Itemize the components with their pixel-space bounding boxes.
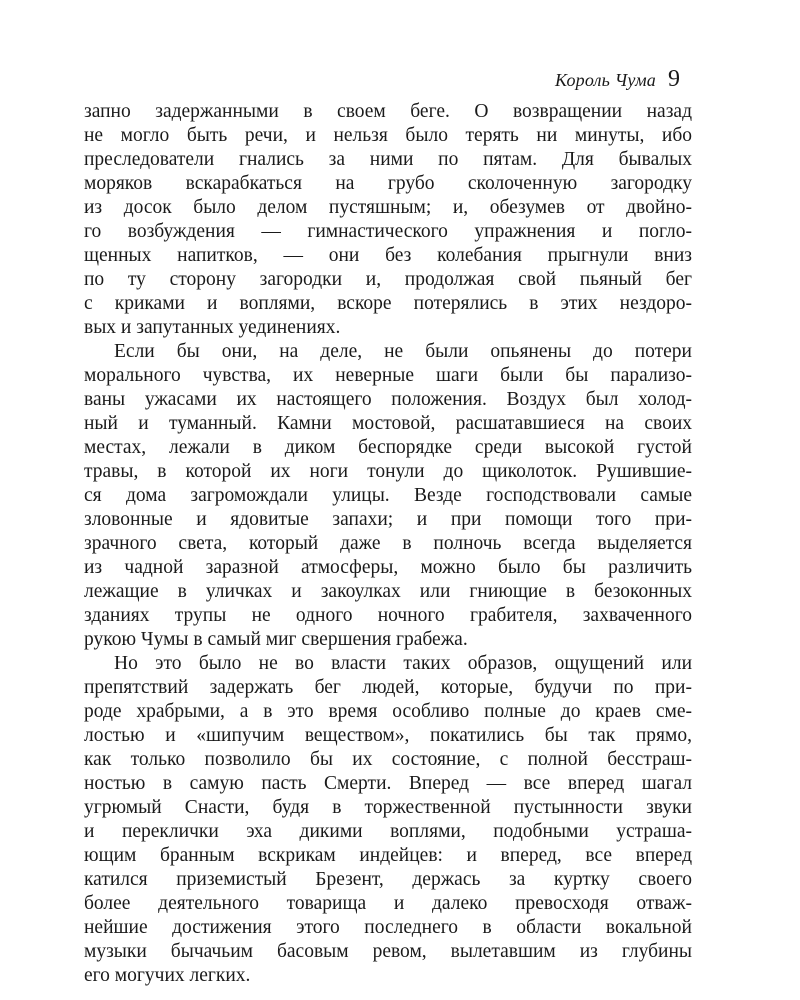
text-line: рукою Чумы в самый миг свершения грабежа. (84, 629, 468, 650)
text-line: вых и запутанных уединениях. (84, 317, 341, 338)
text-line: музыки бычачьим басовым ревом, вылетавшим из глубины (84, 941, 692, 962)
body-text (84, 100, 692, 988)
text-line: с криками и воплями, вскоре потерялись в этих нездоро- (84, 293, 692, 314)
text-line: ся дома загромождали улицы. Везде господствовали самые (84, 485, 692, 506)
page-number: 9 (668, 66, 680, 92)
running-head (555, 66, 680, 93)
text-line: по ту сторону загородки и, продолжая свой пьяный бег (84, 269, 692, 290)
text-line: лежащие в уличках и закоулках или гниющие в безоконных (84, 581, 692, 602)
text-line: Если бы они, на деле, не были опьянены до потери (114, 341, 692, 362)
text-line: моряков вскарабкаться на грубо сколоченную загородку (84, 173, 692, 194)
text-line: Но это было не во власти таких образов, ощущений или (114, 653, 692, 674)
text-line: местах, лежали в диком беспорядке среди высокой густой (84, 437, 692, 458)
text-line: угрюмый Снасти, будя в торжественной пустынности звуки (84, 797, 692, 818)
text-line: преследователи гнались за ними по пятам. Для бывалых (84, 149, 692, 170)
text-line: и переклички эха дикими воплями, подобными устраша- (84, 821, 692, 842)
text-line: препятствий задержать бег людей, которые, будучи по при- (84, 677, 692, 698)
text-line: из чадной заразной атмосферы, можно было бы различить (84, 557, 692, 578)
text-line: его могучих легких. (84, 965, 251, 986)
text-line: катился приземистый Брезент, держась за куртку своего (84, 869, 692, 890)
text-line: более деятельного товарища и далеко превосходя отваж- (84, 893, 692, 914)
text-line: лостью и «шипучим веществом», покатились бы так прямо, (84, 725, 692, 746)
text-line: зловонные и ядовитые запахи; и при помощи того при- (84, 509, 692, 530)
text-line: го возбуждения — гимнастического упражнения и погло- (84, 221, 692, 242)
text-line: как только позволило бы их состояние, с полной бесстраш- (84, 749, 692, 770)
text-line: запно задержанными в своем беге. О возвращении назад (84, 101, 692, 122)
paragraph-2 (84, 340, 692, 652)
text-line: морального чувства, их неверные шаги были бы парализо- (84, 365, 692, 386)
text-line: зрачного света, который даже в полночь всегда выделяется (84, 533, 692, 554)
text-line: ваны ужасами их настоящего положения. Воздух был холод- (84, 389, 692, 410)
text-line: зданиях трупы не одного ночного грабителя, захваченного (84, 605, 692, 626)
text-line: ностью в самую пасть Смерти. Вперед — все вперед шагал (84, 773, 692, 794)
paragraph-3 (84, 652, 692, 988)
text-line: ющим бранным вскрикам индейцев: и вперед, все вперед (84, 845, 692, 866)
running-title: Король Чума (555, 70, 656, 90)
text-line: ный и туманный. Камни мостовой, расшатавшиеся на своих (84, 413, 692, 434)
text-line: роде храбрыми, а в это время особливо полные до краев сме- (84, 701, 692, 722)
text-line: травы, в которой их ноги тонули до щиколоток. Рушившие- (84, 461, 692, 482)
text-line: не могло быть речи, и нельзя было терять ни минуты, ибо (84, 125, 692, 146)
text-line: нейшие достижения этого последнего в области вокальной (84, 917, 692, 938)
paragraph-1 (84, 100, 692, 340)
text-line: из досок было делом пустяшным; и, обезумев от двойно- (84, 197, 692, 218)
text-line: щенных напитков, — они без колебания прыгнули вниз (84, 245, 692, 266)
